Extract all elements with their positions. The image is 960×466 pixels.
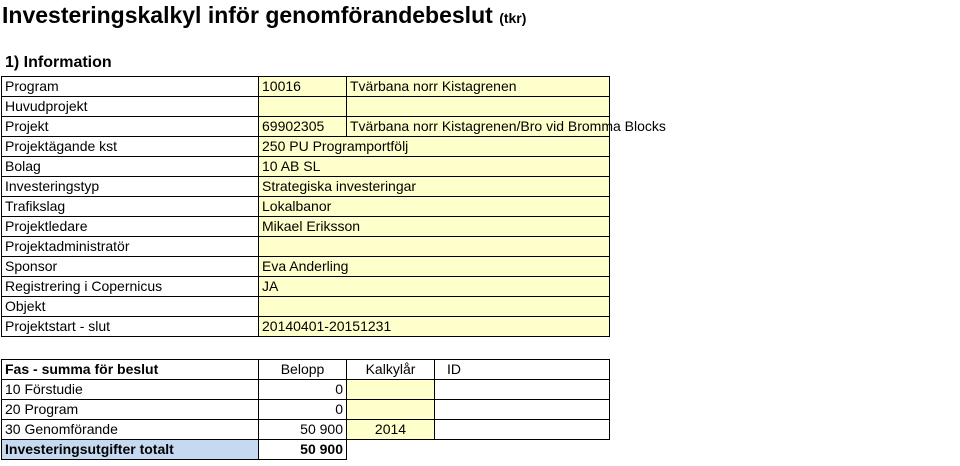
info-label: Projekt — [2, 117, 259, 137]
info-label: Trafikslag — [2, 197, 259, 217]
info-label: Bolag — [2, 157, 259, 177]
info-row-sponsor — [2, 257, 610, 277]
info-label: Objekt — [2, 297, 259, 317]
info-label: Investeringstyp — [2, 177, 259, 197]
id-value — [435, 420, 610, 440]
fas-label: 30 Genomförande — [2, 420, 259, 440]
title-unit: (tkr) — [499, 10, 527, 26]
info-row-program — [2, 77, 610, 97]
id-value — [435, 400, 610, 420]
fas-row-forstudie — [2, 380, 610, 400]
huvudprojekt-code-cell[interactable] — [259, 97, 347, 117]
total-blank-cell — [347, 440, 435, 460]
info-row-huvudprojekt — [2, 97, 610, 117]
projekt-code-cell[interactable]: 69902305 — [259, 117, 347, 137]
section-heading-information: 1) Information — [5, 54, 112, 71]
info-label: Registrering i Copernicus — [2, 277, 259, 297]
program-code-cell[interactable]: 10016 — [259, 77, 347, 97]
info-label: Huvudprojekt — [2, 97, 259, 117]
copernicus-value[interactable]: JA — [259, 277, 610, 297]
kalkylar-header: Kalkylår — [347, 360, 435, 380]
projektstart-value[interactable]: 20140401-20151231 — [259, 317, 610, 337]
info-label: Projektledare — [2, 217, 259, 237]
projekt-name-cell[interactable]: Tvärbana norr Kistagrenen/Bro vid Bromma Blocks — [347, 117, 610, 137]
investeringstyp-value[interactable]: Strategiska investeringar — [259, 177, 610, 197]
fas-row-genomforande — [2, 420, 610, 440]
fas-table — [1, 359, 610, 460]
projektledare-value[interactable]: Mikael Eriksson — [259, 217, 610, 237]
info-row-projekt — [2, 117, 610, 137]
info-row-copernicus — [2, 277, 610, 297]
info-row-investeringstyp — [2, 177, 610, 197]
fas-header-row — [2, 360, 610, 380]
projektadministrator-value[interactable] — [259, 237, 610, 257]
total-blank-cell — [435, 440, 610, 460]
info-label: Sponsor — [2, 257, 259, 277]
belopp-value: 0 — [259, 400, 347, 420]
kalkylar-value[interactable] — [347, 400, 435, 420]
kalkylar-value[interactable] — [347, 380, 435, 400]
id-value — [435, 380, 610, 400]
info-row-projektadministrator — [2, 237, 610, 257]
info-label: Program — [2, 77, 259, 97]
information-table — [1, 76, 666, 337]
program-name-cell[interactable]: Tvärbana norr Kistagrenen — [347, 77, 610, 97]
page-title — [2, 0, 526, 30]
total-label: Investeringsutgifter totalt — [2, 440, 259, 460]
belopp-header: Belopp — [259, 360, 347, 380]
info-row-projektledare — [2, 217, 610, 237]
info-label: Projektstart - slut — [2, 317, 259, 337]
info-label: Projektadministratör — [2, 237, 259, 257]
kalkylar-value[interactable]: 2014 — [347, 420, 435, 440]
fas-label: 10 Förstudie — [2, 380, 259, 400]
huvudprojekt-name-cell[interactable] — [347, 97, 610, 117]
objekt-value[interactable] — [259, 297, 610, 317]
info-row-objekt — [2, 297, 610, 317]
info-row-bolag — [2, 157, 610, 177]
belopp-value: 50 900 — [259, 420, 347, 440]
bolag-value[interactable]: 10 AB SL — [259, 157, 610, 177]
info-label: Projektägande kst — [2, 137, 259, 157]
fas-header: Fas - summa för beslut — [2, 360, 259, 380]
trafikslag-value[interactable]: Lokalbanor — [259, 197, 610, 217]
belopp-value: 0 — [259, 380, 347, 400]
info-row-projektstart — [2, 317, 610, 337]
id-header: ID — [435, 360, 610, 380]
fas-total-row — [2, 440, 610, 460]
fas-row-program — [2, 400, 610, 420]
title-text: Investeringskalkyl inför genomförandebeslut — [2, 2, 493, 28]
projektagande-kst-value[interactable]: 250 PU Programportfölj — [259, 137, 610, 157]
info-row-projektagande-kst — [2, 137, 610, 157]
total-belopp: 50 900 — [259, 440, 347, 460]
info-row-trafikslag — [2, 197, 610, 217]
fas-label: 20 Program — [2, 400, 259, 420]
sponsor-value[interactable]: Eva Anderling — [259, 257, 610, 277]
